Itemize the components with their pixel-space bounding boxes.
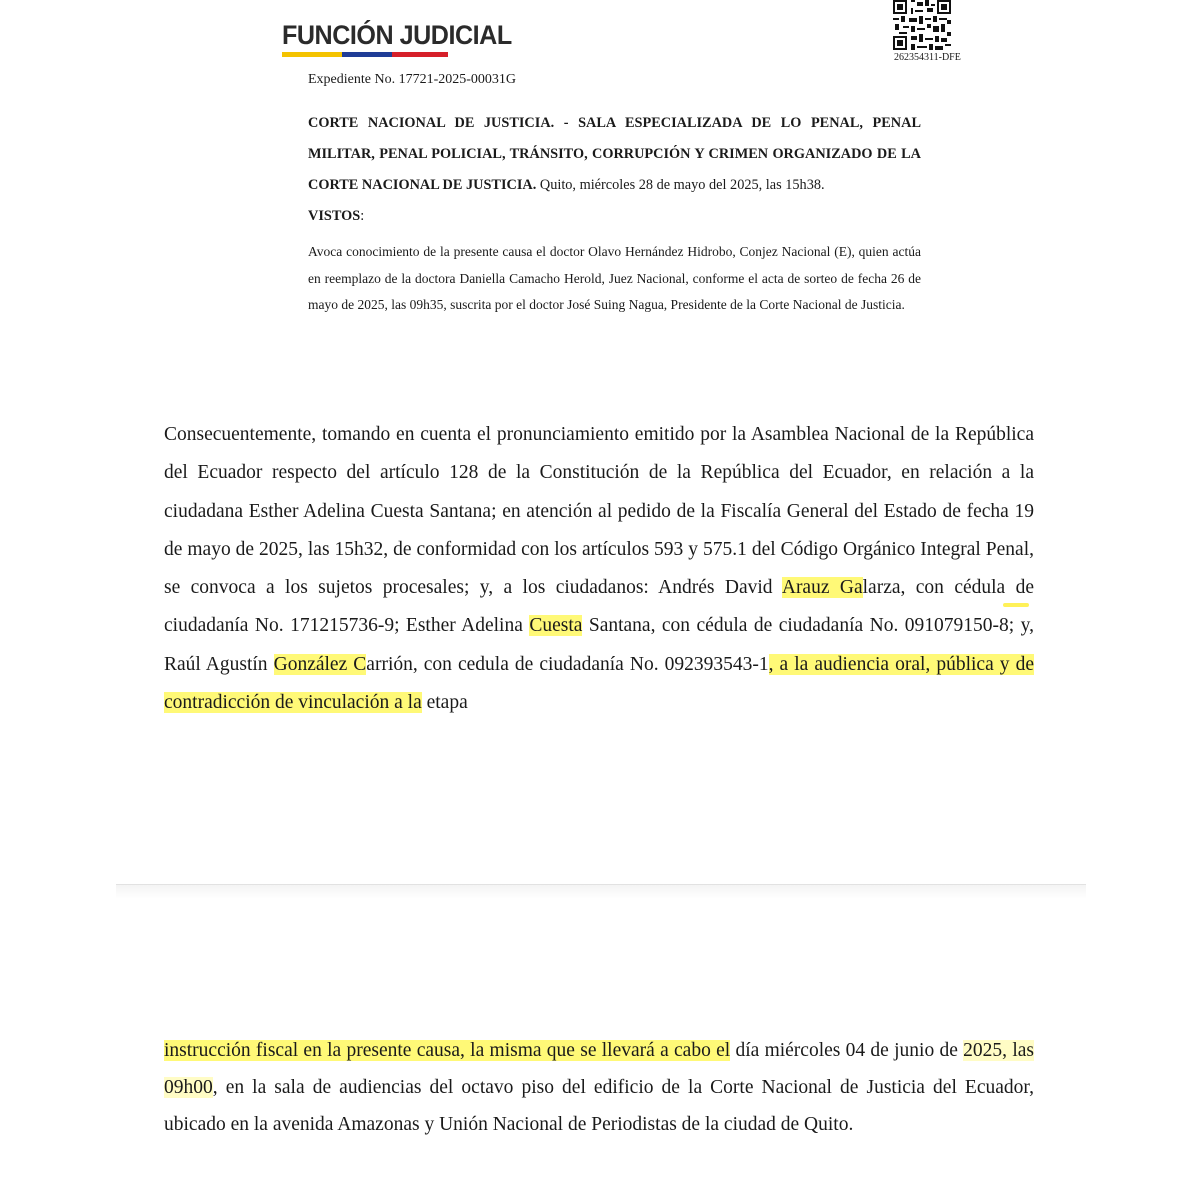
place-date: Quito, miércoles 28 de mayo del 2025, las 15h38. bbox=[536, 177, 825, 193]
court-title: CORTE NACIONAL DE JUSTICIA. - SALA ESPECIALIZADA DE LO PENAL, PENAL MILITAR, PENAL POLICIAL, TRÁNSITO, CORRUPCIÓN Y CRIMEN ORGANIZADO DE LA CORTE NACIONAL DE JUSTICIA. bbox=[308, 115, 921, 193]
qr-code-icon bbox=[893, 0, 951, 50]
avoca-paragraph: Avoca conocimiento de la presente causa el doctor Olavo Hernández Hidrobo, Conjez Nacional (E), quien actúa en reemplazo de la doctora Daniella Camacho Herold, Juez Nacional, conforme el acta de sorteo de fecha 26 de mayo de 2025, las 09h35, suscrita por el doctor José Suing Nagua, Presidente de la Corte Nacional de Justicia. bbox=[308, 244, 921, 312]
court-heading bbox=[308, 108, 921, 232]
highlight-gonzalez: González C bbox=[273, 653, 367, 675]
continuation-paragraph bbox=[164, 1032, 1034, 1143]
qr-reference-code: 262354311-DFE bbox=[894, 52, 961, 63]
highlight-audiencia: , a la audiencia oral, pública y de contradicción de vinculación a la bbox=[164, 653, 1034, 714]
flag-red bbox=[392, 52, 448, 57]
vistos-colon: : bbox=[360, 208, 365, 224]
main-text-4: arrión, con cedula de ciudadanía No. 092393543-1 bbox=[366, 653, 769, 675]
main-text-3: Santana, con cédula de ciudadanía No. 091079150-8; y, Raúl Agustín bbox=[164, 615, 1034, 675]
logo-text: FUNCIÓN JUDICIAL bbox=[282, 20, 512, 50]
flag-blue bbox=[342, 52, 392, 57]
main-text-2: larza, con cédula de ciudadanía No. 171215736-9; Esther Adelina bbox=[164, 577, 1034, 637]
page-separator bbox=[116, 884, 1086, 899]
main-paragraph bbox=[164, 416, 1034, 722]
vistos-label: VISTOS bbox=[308, 208, 361, 224]
flag-yellow bbox=[282, 52, 342, 57]
main-text-5: etapa bbox=[421, 692, 468, 714]
funcion-judicial-logo bbox=[282, 18, 512, 57]
tail-text-2: , en la sala de audiencias del octavo piso del edificio de la Corte Nacional de Justicia del Ecuador, ubicado en la avenida Amazonas y Unión Nacional de Periodistas de la ciudad de Quito. bbox=[164, 1077, 1034, 1135]
highlight-fecha: 2025, las 09h00 bbox=[164, 1040, 1034, 1098]
expediente-number: Expediente No. 17721-2025-00031G bbox=[308, 72, 517, 87]
main-text-1: Consecuentemente, tomando en cuenta el pronunciamiento emitido por la Asamblea Nacional de la República del Ecuador respecto del artículo 128 de la Constitución de la República del Ecuador, en relación a la ciudadana Esther Adelina Cuesta Santana; en atención al pedido de la Fiscalía General del Estado de fecha 19 de mayo de 2025, las 15h32, de conformidad con los artículos 593 y 575.1 del Código Orgánico Integral Penal, se convoca a los sujetos procesales; y, a los ciudadanos: Andrés David bbox=[164, 424, 1034, 599]
ecuador-flag-stripe bbox=[282, 52, 448, 57]
highlight-arauz: Arauz Ga bbox=[781, 577, 863, 599]
highlight-cuesta: Cuesta bbox=[529, 615, 583, 637]
tail-text-1: día miércoles 04 de junio de bbox=[730, 1040, 964, 1061]
highlight-instruccion: instrucción fiscal en la presente causa, la misma que se llevará a cabo el bbox=[164, 1040, 731, 1061]
highlighter-mark bbox=[1003, 603, 1029, 607]
